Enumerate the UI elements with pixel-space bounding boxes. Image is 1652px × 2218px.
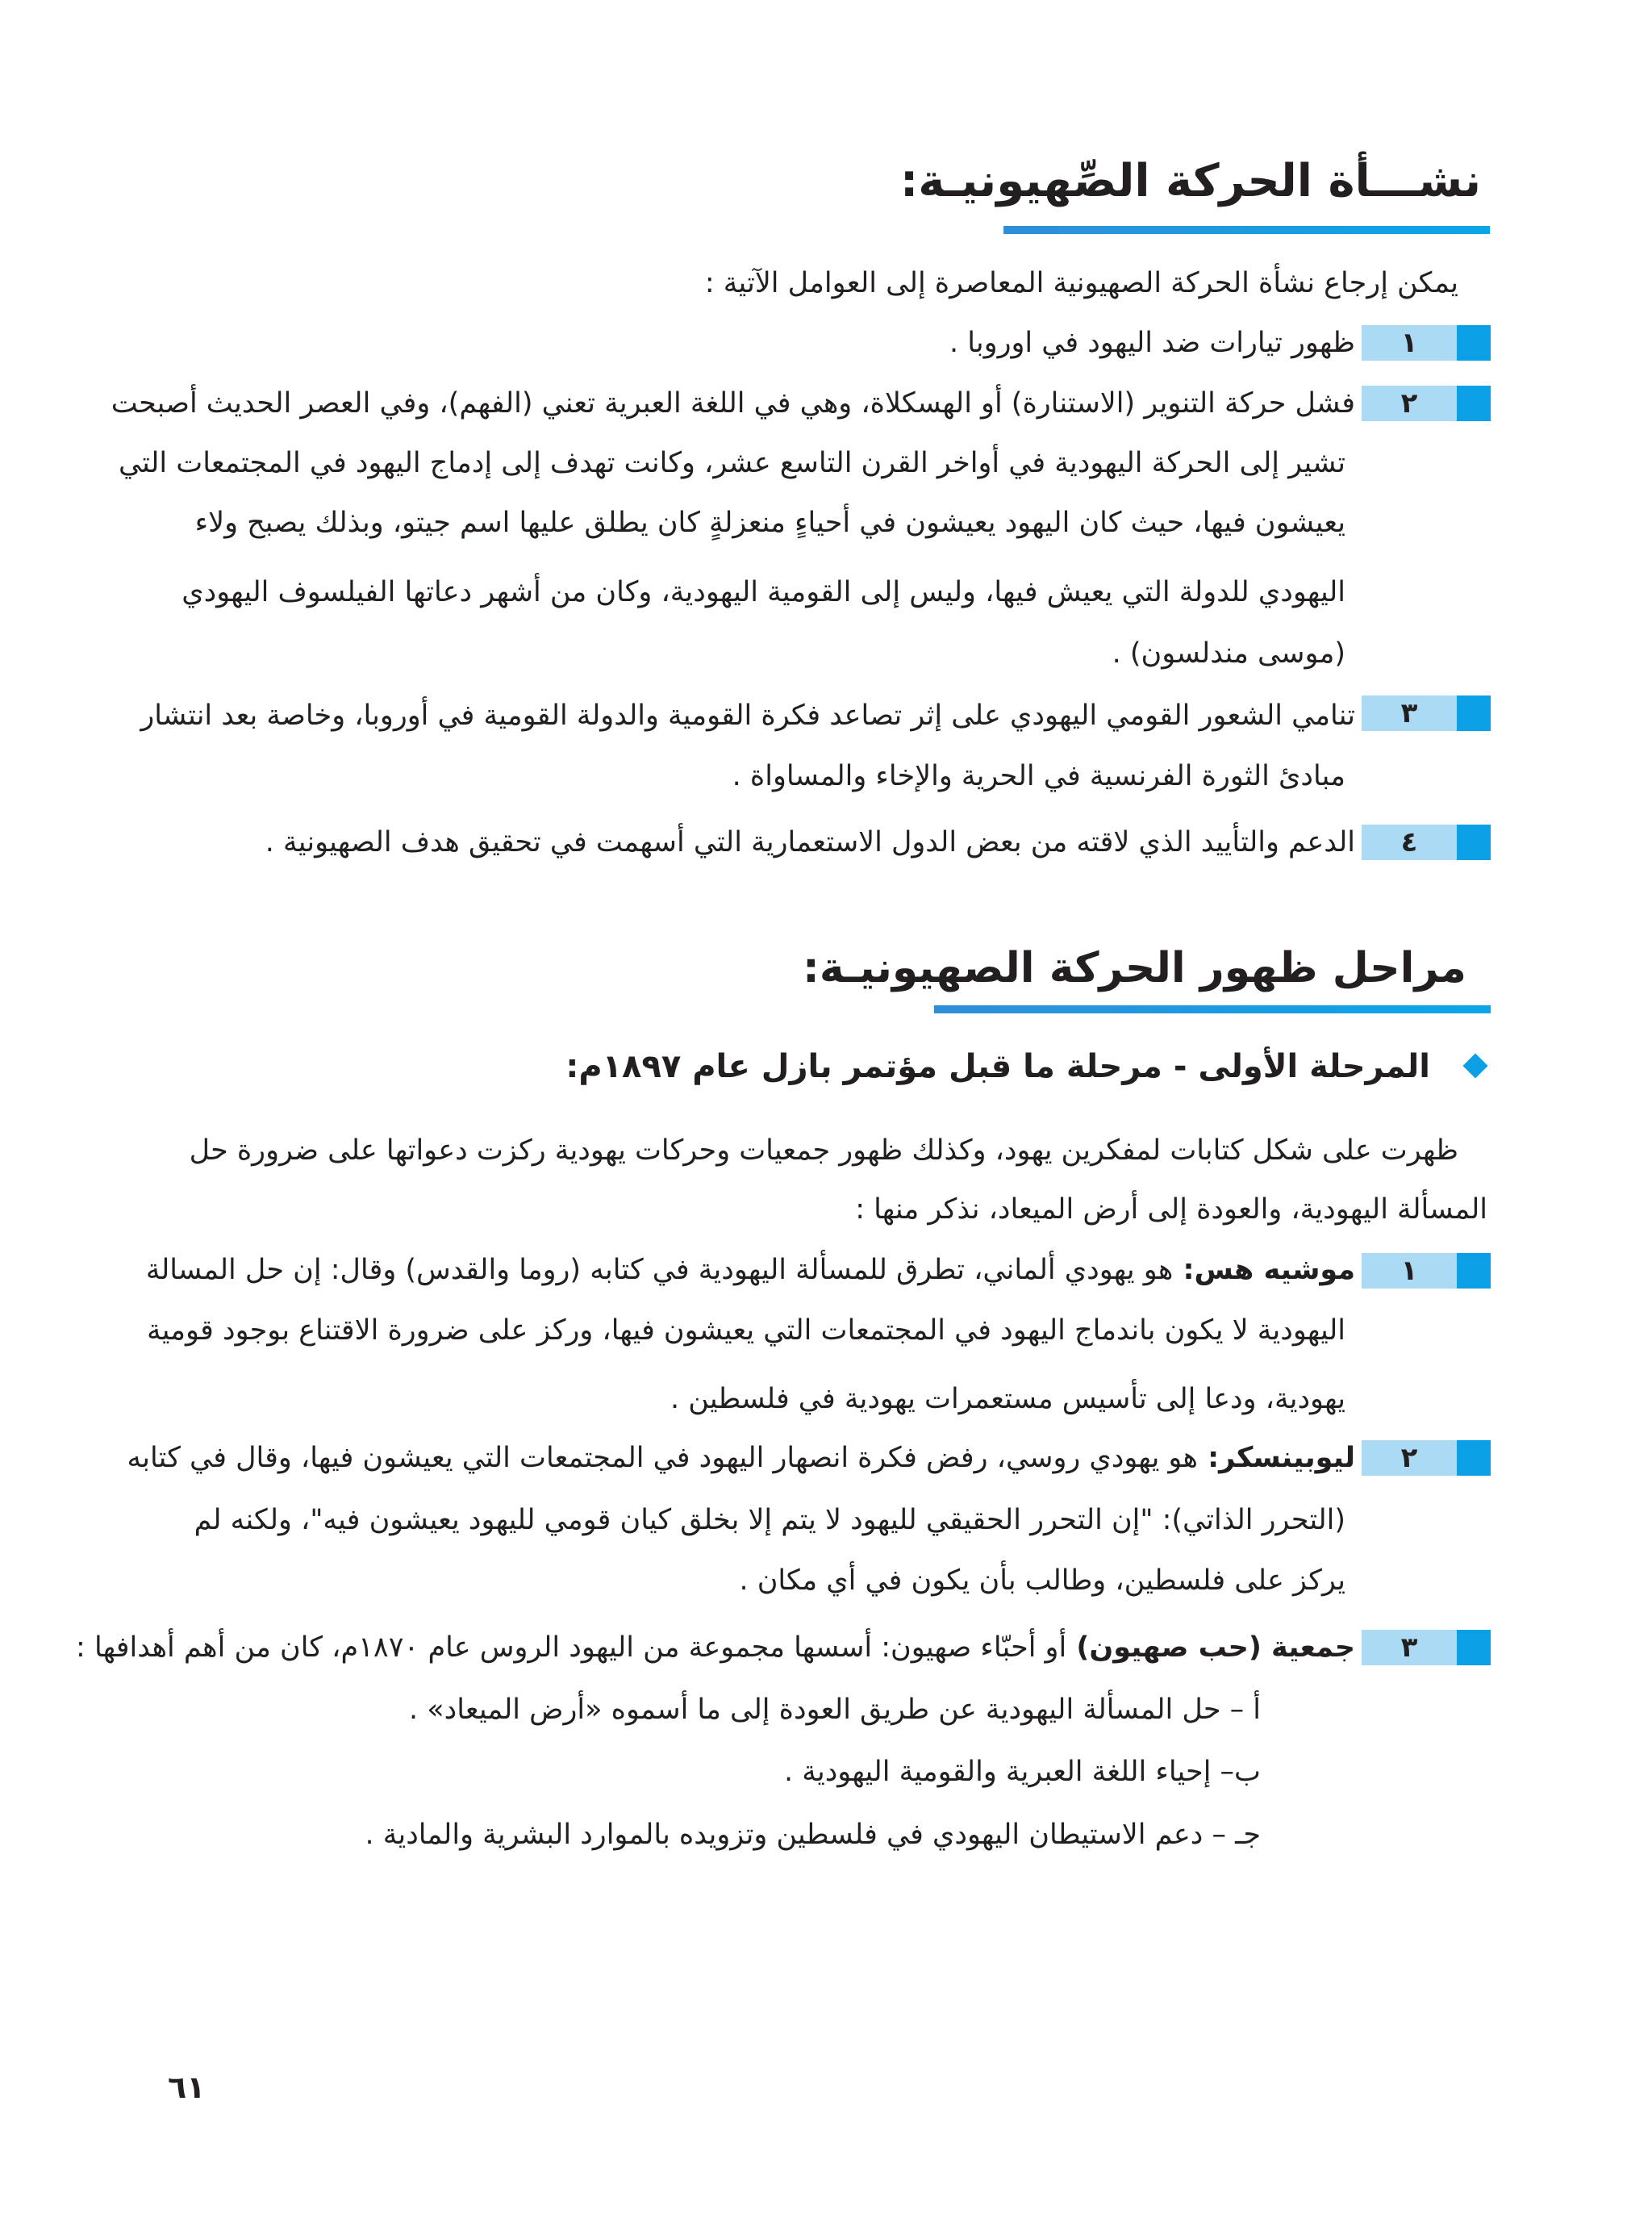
list-item-line: اليهودية لا يكون باندماج اليهود في المجتمعات التي يعيشون فيها، وركز على ضرورة الاقتناع بوجود قومية	[146, 1314, 1345, 1347]
goal-line: أ – حل المسألة اليهودية عن طريق العودة إلى ما أسموه «أرض الميعاد» .	[409, 1694, 1261, 1726]
goal-line: جـ – دعم الاستيطان اليهودي في فلسطين وتزويده بالموارد البشرية والمادية .	[365, 1819, 1261, 1851]
stage-title: المرحلة الأولى - مرحلة ما قبل مؤتمر بازل عام ١٨٩٧م:	[565, 1048, 1430, 1085]
list-item-line: مبادئ الثورة الفرنسية في الحرية والإخاء والمساواة .	[732, 760, 1345, 792]
list-item-line: الدعم والتأييد الذي لاقته من بعض الدول الاستعمارية التي أسهمت في تحقيق هدف الصهيونية .	[265, 826, 1355, 858]
list-item-line: تنامي الشعور القومي اليهودي على إثر تصاعد فكرة القومية والدولة القومية في أوروبا، وخاصة بعد انتشار	[140, 700, 1355, 732]
list-item-line: تشير إلى الحركة اليهودية في أواخر القرن التاسع عشر، وكانت تهدف إلى إدماج اليهود في المجتمعات التي	[119, 447, 1345, 479]
list-item-line: اليهودي للدولة التي يعيش فيها، وليس إلى القومية اليهودية، وكان من أشهر دعاتها الفيلسوف اليهودي	[181, 576, 1345, 608]
list-item-line: يعيشون فيها، حيث كان اليهود يعيشون في أحياءٍ منعزلةٍ كان يطلق عليها اسم جيتو، وبذلك يصبح ولاء	[194, 507, 1345, 539]
list-item-line: جمعية (حب صهيون) أو أحبّاء صهيون: أسسها مجموعة من اليهود الروس عام ١٨٧٠م، كان من أهم أهدافها :	[76, 1631, 1355, 1664]
section-intro: يمكن إرجاع نشأة الحركة الصهيونية المعاصرة إلى العوامل الآتية :	[704, 267, 1458, 299]
item-number-badge: ٤	[1362, 825, 1491, 860]
title-underline	[934, 1005, 1491, 1013]
section-title: مراحل ظهور الحركة الصهيونيـة:	[803, 944, 1466, 992]
section-title: نشـــأة الحركة الصِّهيونيـة:	[899, 155, 1481, 207]
goal-line: ب– إحياء اللغة العبرية والقومية اليهودية .	[783, 1756, 1261, 1788]
society-name: جمعية (حب صهيون)	[1066, 1631, 1355, 1664]
stage-intro-line: ظهرت على شكل كتابات لمفكرين يهود، وكذلك ظهور جمعيات وحركات يهودية ركزت دعواتها على ضرورة حل	[189, 1134, 1458, 1167]
list-item-line: موشيه هس: هو يهودي ألماني، تطرق للمسألة اليهودية في كتابه (روما والقدس) وقال: إن حل المسالة	[145, 1254, 1355, 1286]
stage-intro-line: المسألة اليهودية، والعودة إلى أرض الميعاد، نذكر منها :	[855, 1193, 1487, 1226]
item-number-badge: ٣	[1362, 1630, 1491, 1665]
item-number-badge: ٢	[1362, 1440, 1491, 1476]
item-number-badge: ٢	[1362, 386, 1491, 421]
list-item-line: (التحرر الذاتي): "إن التحرر الحقيقي لليهود لا يتم إلا بخلق كيان قومي لليهود يعيشون فيه"، ولكنه لم	[194, 1504, 1345, 1536]
item-number-badge: ١	[1362, 1253, 1491, 1289]
person-name: موشيه هس:	[1173, 1254, 1355, 1286]
item-number-badge: ١	[1362, 325, 1491, 361]
page-number: ٦١	[168, 2070, 206, 2105]
list-item-line: ظهور تيارات ضد اليهود في اوروبا .	[949, 327, 1355, 359]
list-item-line: فشل حركة التنوير (الاستنارة) أو الهسكلاة، وهي في اللغة العبرية تعني (الفهم)، وفي العصر الحديث أصبحت	[111, 387, 1355, 420]
list-item-line: يركز على فلسطين، وطالب بأن يكون في أي مكان .	[739, 1564, 1345, 1597]
item-number-badge: ٣	[1362, 695, 1491, 731]
list-item-line: ليوبينسكر: هو يهودي روسي، رفض فكرة انصهار اليهود في المجتمعات التي يعيشون فيها، وقال في كتابه	[127, 1442, 1355, 1474]
list-item-line: يهودية، ودعا إلى تأسيس مستعمرات يهودية في فلسطين .	[670, 1383, 1345, 1415]
title-underline	[1003, 226, 1490, 234]
person-name: ليوبينسكر:	[1197, 1442, 1355, 1474]
diamond-bullet-icon	[1462, 1053, 1487, 1078]
list-item-line: (موسى مندلسون) .	[1112, 637, 1345, 670]
